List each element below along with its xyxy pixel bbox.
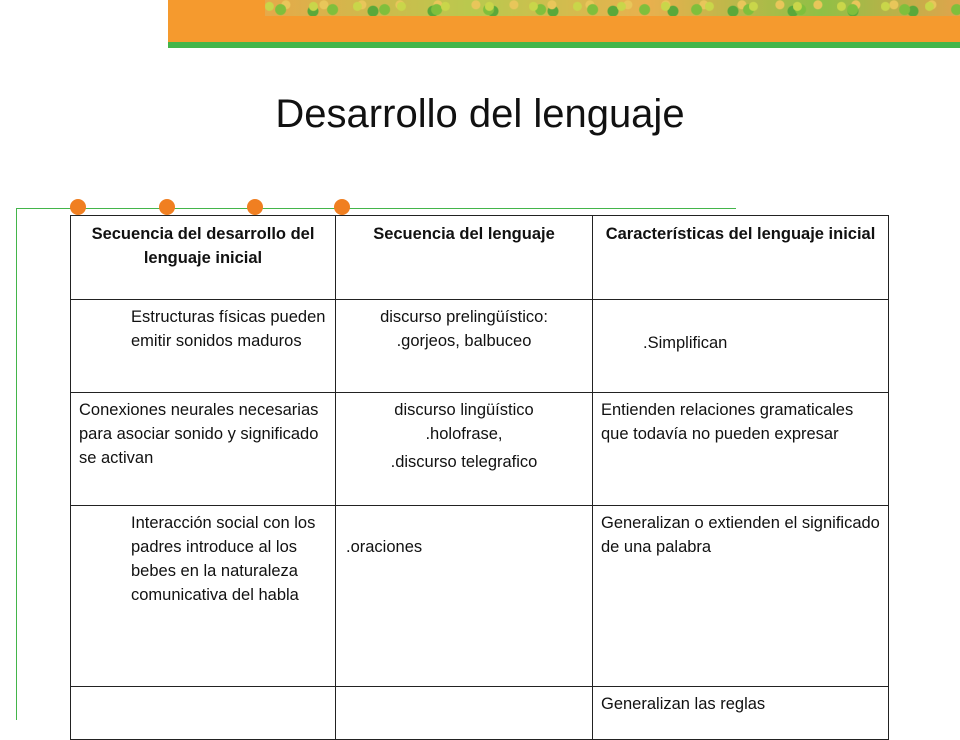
table-cell: .oraciones: [336, 506, 593, 687]
table-cell: Generalizan o extienden el significado de una palabra: [593, 506, 889, 687]
table-cell: [336, 393, 593, 506]
table-cell: Entienden relaciones gramaticales que todavía no pueden expresar: [593, 393, 889, 506]
column-header: Secuencia del lenguaje: [336, 216, 593, 300]
table-row: [71, 393, 889, 506]
frame-line-vertical: [16, 208, 17, 720]
cell-line: .holofrase,: [425, 424, 503, 443]
table-cell: [336, 687, 593, 740]
column-header: Secuencia del desarrollo del lenguaje inicial: [71, 216, 336, 300]
table-header-row: [71, 216, 889, 300]
table-cell: [71, 687, 336, 740]
bullet-dot: [159, 199, 175, 215]
header-rule: [168, 42, 960, 48]
cell-line: .gorjeos, balbuceo: [396, 331, 532, 350]
table-cell: [336, 300, 593, 393]
cell-line: discurso prelingüístico:: [380, 308, 548, 326]
table-cell: Estructuras físicas pueden emitir sonidos maduros: [71, 300, 336, 393]
table-row: [71, 506, 889, 687]
column-header: Características del lenguaje inicial: [593, 216, 889, 300]
table-row: [71, 300, 889, 393]
language-table: [70, 215, 889, 740]
cell-line: .discurso telegrafico: [390, 452, 538, 471]
bullet-dot: [247, 199, 263, 215]
table-row: [71, 687, 889, 740]
frame-line-horizontal: [16, 208, 736, 209]
table-cell: .Simplifican: [593, 300, 889, 393]
bullet-dot: [334, 199, 350, 215]
cell-line: discurso lingüístico: [394, 401, 534, 419]
table-cell: Conexiones neurales necesarias para asociar sonido y significado se activan: [71, 393, 336, 506]
table-cell: Generalizan las reglas: [593, 687, 889, 740]
table-cell: Interacción social con los padres introduce al los bebes en la naturaleza comunicativa del habla: [71, 506, 336, 687]
slide-title: Desarrollo del lenguaje: [275, 92, 685, 136]
bullet-dot: [70, 199, 86, 215]
header-pattern: [265, 0, 960, 16]
